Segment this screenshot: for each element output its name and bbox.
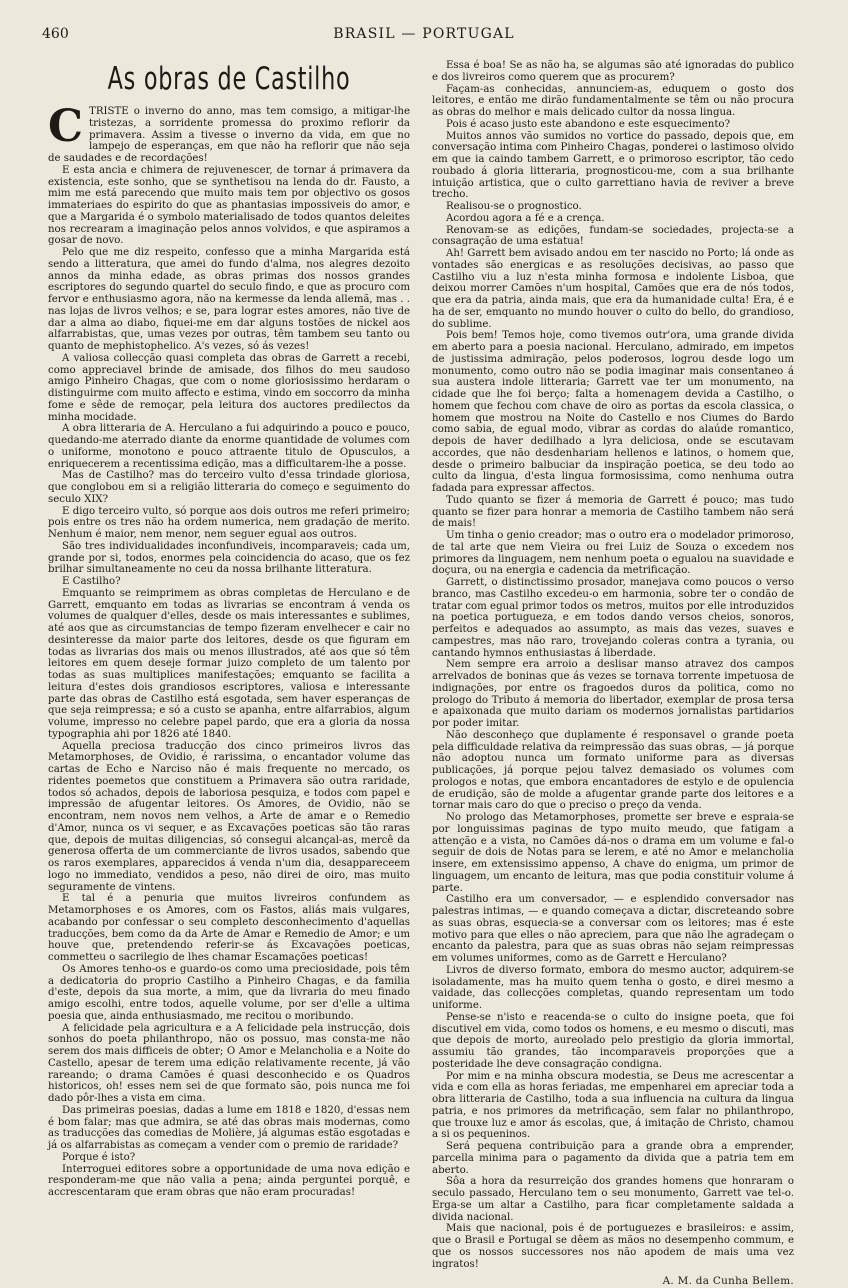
paragraph: No prologo das Metamorphoses, promette ser breve e espraia-se por longuissimas paginas de typo muito meudo, que fatigam a attenção e a vista, no Camões dá-nos o drama em um volume e fal-o seguir de dois de Notas para se lerem, e até no Amor e melancholia insere, em extensissimo appenso, A chave do enigma, um primor de linguagem, um encanto de leitura, mas que podia constituir volume á parte. [432,812,794,894]
paragraph: Interroguei editores sobre a opportunidade de uma nova edição e responderam-me que não valia a pena; ainda perguntei porquê, e accrescentaram que eram obras que não eram procuradas! [48,1163,410,1198]
paragraph: Mas de Castilho? mas do terceiro vulto d'essa trindade gloriosa, que conglobou em si a religião litteraria do começo e seguimento do seculo XIX? [48,470,410,505]
running-head: BRASIL — PORTUGAL [333,26,515,42]
paragraph: Os Amores tenho-os e guardo-os como uma preciosidade, pois têm a dedicatoria do proprio Castilho a Pinheiro Chagas, e da familia d'este, depois da sua morte, a mim, que da livraria do meu finado amigo escolhi, entre todos, aquelle volume, por ser d'elle a ultima poesia que, ainda enthusiasmado, me recitou o moribundo. [48,963,410,1022]
paragraph: Livros de diverso formato, embora do mesmo auctor, adquirem-se isoladamente, mas ha muito quem tenha o gosto, e direi mesmo a vaidade, das collecções completas, quando representam um todo uniforme. [432,964,794,1011]
paragraph: Garrett, o distinctissimo prosador, manejava como poucos o verso branco, mas Castilho excedeu-o em harmonia, sobre ter o condão de tratar com egual primor todos os metros, muitos por elle introduzidos na poetica portugueza, e em todos dando versos cheios, sonoros, perfeitos e adequados ao assumpto, as mais das vezes, suaves e campestres, mas não raro, trovejando coleras contra a tyrania, ou cantando hymnos enthusiastas á liberdade. [432,577,794,659]
paragraph: E esta ancia e chimera de rejuvenescer, de tornar á primavera da existencia, este sonho, que se synthetisou na lenda do dr. Fausto, a mim me está parecendo que muito mais tem por objectivo os gosos immateriaes do espirito do que as phantasias impossiveis do amor, e que a Margarida é o symbolo materialisado de todos quantos deleites nos recrearam a imaginação pelos annos volvidos, e que aspiramos a gosar de novo. [48,164,410,247]
paragraph: Muitos annos vão sumidos no vortice do passado, depois que, em conversação intima com Pinheiro Chagas, ponderei o lastimoso olvido em que ia caindo tambem Garrett, e o primoroso escriptor, tão cedo roubado á gloria litteraria, prognosticou-me, com a sua brilhante intuição artistica, que o culto garrettiano havia de reviver a breve trecho. [432,130,794,201]
paragraph: Aquella preciosa traducção dos cinco primeiros livros das Metamorphoses, de Ovidio, é rarissima, o encantador volume das cartas de Echo e Narciso não é mais frequente no mercado, os ridentes poemetos que constituem a Primavera são outra raridade, todos só achados, depois de laboriosa pesquiza, e todos com papel e impressão de afugentar leitores. Os Amores, de Ovidio, não se encontram, nem novos nem velhos, a Arte de amar e o Remedio d'Amor, nunca os vi sequer, e as Excavações poeticas são tão raras que, depois de muitas diligencias, só consegui alcançal-as, mercê da generosa offerta de um commerciante de livros usados, sabendo que os raros exemplares, apparecidos á venda n'um dia, desappareceem logo no immediato, vendidos a peso, não direi de oiro, mas muito seguramente de vintens. [48,740,410,893]
paragraph: E digo terceiro vulto, só porque aos dois outros me referi primeiro; pois entre os tres não ha ordem numerica, nem gradação de merito. Nenhum é maior, nem menor, nem seguer egual aos outros. [48,505,410,540]
article-title: As obras de Castilho [107,61,351,97]
left-column [48,60,410,1198]
paragraph: Será pequena contribuição para a grande obra a emprender, parcella minima para o pagamento da divida que a patria tem em aberto. [432,1141,794,1176]
paragraph: Por mim e na minha obscura modestia, se Deus me acrescentar a vida e com ella as horas feriadas, me empenharei em apreciar toda a obra litteraria de Castilho, toda a sua influencia na cultura da lingua patria, e nos primores da metrificação, sem falar no philanthropo, que trouxe luz e amor ás escolas, que, á imitação de Christo, chamou a si os pequeninos. [432,1070,794,1141]
paragraph: Mais que nacional, pois é de portuguezes e brasileiros: e assim, que o Brasil e Portugal se dêem as mãos no desempenho commum, e que os nossos successores nos não apodem de mais uma vez ingratos! [432,1223,794,1270]
paragraph: CTRISTE o inverno do anno, mas tem comsigo, a mitigar-lhe tristezas, a sorridente promessa do proximo reflorir da primavera. Assim a tivesse o inverno da vida, em que no lampejo de esperanças, em que não ha reflorir que não seja de saudades e de recordações! [48,101,410,164]
paragraph: Pelo que me diz respeito, confesso que a minha Margarida está sendo a litteratura, que amei do fundo d'alma, nos alegres dezoito annos da minha edade, as obras primas dos nossos grandes escriptores do segundo quartel do seculo findo, e que as procuro com fervor e enthusiasmo agora, não na kermesse da lenda allemã, mas . . nas lojas de livros velhos; e se, para lograr estes amores, não tive de dar a alma ao diabo, fiquei-me em dar alguns tostões de nickel aos alfarrabistas, que, umas vezes por outras, têm tambem seu tanto ou quanto de mephistophelico. A's vezes, só ás vezes! [48,247,410,352]
paragraph: Das primeiras poesias, dadas a lume em 1818 e 1820, d'essas nem é bom falar; mas que admira, se até das obras mais modernas, como as traducções das comedias de Molière, já algumas estão esgotadas e já os alfarrabistas as começam a vender com o premio de raridade? [48,1104,410,1151]
paragraph: São tres individualidades inconfundiveis, incomparaveis; cada um, grande por si, todos, enormes pela coincidencia do acaso, que os fez brilhar simultaneamente no ceu da nossa brilhante litteratura. [48,540,410,576]
paragraph: Não desconheço que duplamente é responsavel o grande poeta pela difficuldade relativa da reimpressão das suas obras, — já porque não adoptou nunca um formato uniforme para as diversas publicações, já porque pejou talvez demasiado os volumes com prologos e notas, que embora encantadores de estylo e de opulencia de erudição, são de molde a afugentar grande parte dos leitores e a tornar mais caro do que o preciso o preço da venda. [432,729,794,812]
paragraph: Façam-as conhecidas, annunciem-as, eduquem o gosto dos leitores, e então me dirão fundamentalmente se têm ou não procura as obras do melhor e mais delicado cultor da nossa lingua. [432,83,794,118]
drop-cap: C [48,101,84,152]
right-column [432,60,794,1288]
paragraph: Renovam-se as edições, fundam-se sociedades, projecta-se a consagração de uma estatua! [432,224,794,248]
paragraph: Nem sempre era arroio a deslisar manso atravez dos campos arrelvados de boninas que ás vezes se tornava torrente impetuosa de indignações, por entre os fragoedos duros da politica, como no prologo do Tributo á memoria do libertador, exemplar de prosa tersa e apaixonada que muito dariam os modernos jornalistas partidarios por poder imitar. [432,659,794,729]
paragraph: E Castilho? [62,576,121,587]
paragraph: Emquanto se reimprimem as obras completas de Herculano e de Garrett, emquanto em todas as livrarias se encontram á venda os volumes de qualquer d'elles, desde os mais interessantes e sublimes, até aos que as circumstancias de tempo fizeram envelhecer e cair no desinteresse da maior parte dos leitores, desde os que figuram em todas as livrarias dos mais ou menos illustrados, até aos que só têm leitores em quem deseje formar juizo completo de um talento por todas as suas multiplices manifestações; emquanto se facilita a leitura d'estes dois grandiosos escriptores, valiosa e interessante parte das obras de Castilho está esgotada, sem haver esperanças de que seja reimpressa; e só a custo se apanha, entre alfarrabios, algum volume, impresso no celebre papel pardo, que era a gloria da nossa typographia ahi por 1826 até 1840. [48,587,410,740]
paragraph: E tal é a penuria que muitos livreiros confundem as Metamorphoses e os Amores, com os Fastos, aliás mais vulgares, acabando por confessar o seu completo desconhecimento d'aquellas traducções, bem como da da Arte de Amar e Remedio de Amor; e um houve que, pretendendo referir-se ás Excavações poeticas, commetteu o sacrilegio de lhes chamar Escamações poeticas! [48,893,410,963]
paragraph: A felicidade pela agricultura e a A felicidade pela instrucção, dois sonhos do poeta philanthropo, não os possuo, mas consta-me não serem dos mais difficeis de obter; O Amor e Melancholia e a Noite do Castello, apesar de terem uma edição relativamente recente, já vão rareando; o drama Camões é quasi desconhecido e os Quadros historicos, oh! esses nem sei de que formato são, pois nunca me foi dado pôr-lhes a vista em cima. [48,1022,410,1104]
page-number: 460 [42,26,69,42]
paragraph: Pois é acaso justo este abandono e este esquecimento? [446,118,731,130]
left-paragraphs [48,101,410,1199]
author-signature: A. M. da Cunha Bellem. [662,1275,794,1288]
paragraph: Tudo quanto se fizer á memoria de Garrett é pouco; mas tudo quanto se fizer para honrar a memoria de Castilho tambem não será de mais! [432,494,794,530]
paragraph: Um tinha o genio creador; mas o outro era o modelador primoroso, de tal arte que nem Vieira ou frei Luiz de Souza o excedem nos primores da linguagem, nem nenhum poeta o egualou na suavidade e doçura, ou na energia e cadencia da metrificação. [432,530,794,577]
paragraph: Castilho era um conversador, — e esplendido conversador nas palestras intimas, — e quando começava a dictar, discreteando sobre as suas obras, esquecia-se a conversar com os leitores; mas é este motivo para que elles o não apreciem, para que não lhe agradeçam o encanto da palestra, para que as suas obras não sejam reimpressas em volumes uniformes, como as de Garrett e Herculano? [432,894,794,964]
paragraph: Sôa a hora da resurreição dos grandes homens que honraram o seculo passado, Herculano tem o seu monumento, Garrett vae tel-o. Erga-se um altar a Castilho, para ficar completamente saldada a divida nacional. [432,1176,794,1223]
paragraph: Realisou-se o prognostico. [446,201,582,212]
paragraph: Essa é boa! Se as não ha, se algumas são até ignoradas do publico e dos livreiros como querem que as procurem? [432,60,794,83]
right-paragraphs [432,60,794,1270]
paragraph: Pois bem! Temos hoje, como tivemos outr'ora, uma grande divida em aberto para a poesia nacional. Herculano, admirado, em impetos de justissima admiração, pelos poderosos, logrou desde logo um monumento, como outro não se podia imaginar mais consentaneo á sua austera indole litteraria; Garrett vae ter um monumento, na cidade que lhe foi berço; falta a homenagem devida a Castilho, o homem que fechou com chave de oiro as portas da escola classica, o homem que mostrou na Noite do Castello e nos Ciumes do Bardo como sabia, de egual modo, vibrar as cordas do alaúde romantico, depois de haver dedilhado a lyra deliciosa, onde se escutavam accordes, que não desdenhariam hellenos e latinos, o homem que, desde o primeiro balbuciar da inspiração poetica, se deu todo ao culto da lingua, d'esta lingua formosissima, como nenhuma outra fadada para expressar affectos. [432,330,794,494]
paragraph: Ah! Garrett bem avisado andou em ter nascido no Porto; lá onde as vontades são energicas e as resoluções decisivas, ao passo que Castilho viu a luz n'esta minha formosa e indolente Lisboa, que deixou morrer Camões n'um hospital, Camões que era de nós todos, que era da patria, ainda mais, que era da humanidade culta! Era, é e ha de ser, emquanto no mundo houver o culto do bello, do grandioso, do sublime. [432,248,794,330]
paragraph: Acordou agora a fé e a crença. [446,212,605,224]
paragraph: A obra litteraria de A. Herculano a fui adquirindo a pouco e pouco, quedando-me aterrado diante da enorme quantidade de volumes com o uniforme, monotono e pouco attraente titulo de Opusculos, a enriquecerem a recentissima edição, mas a difficultarem-lhe a posse. [48,423,410,470]
paragraph: A valiosa collecção quasi completa das obras de Garrett a recebi, como appreciavel brinde de amisade, dos filhos do meu saudoso amigo Pinheiro Chagas, que com o nome gloriosissimo herdaram o distinguirme com muito affecto e estima, vindo em soccorro da minha fome e sêde de remoçar, pela leitura dos auctores predilectos da minha mocidade. [48,352,410,423]
paragraph: Porque é isto? [62,1151,136,1163]
paragraph: Pense-se n'isto e reacenda-se o culto do insigne poeta, que foi discutivel em vida, como todos os homens, e eu mesmo o discuti, mas que depois de morto, aureolado pelo prestigio da gloria immortal, assumiu tão grandes, tão incomparaveis proporções que a posteridade lhe deve consagração condigna. [432,1011,794,1070]
